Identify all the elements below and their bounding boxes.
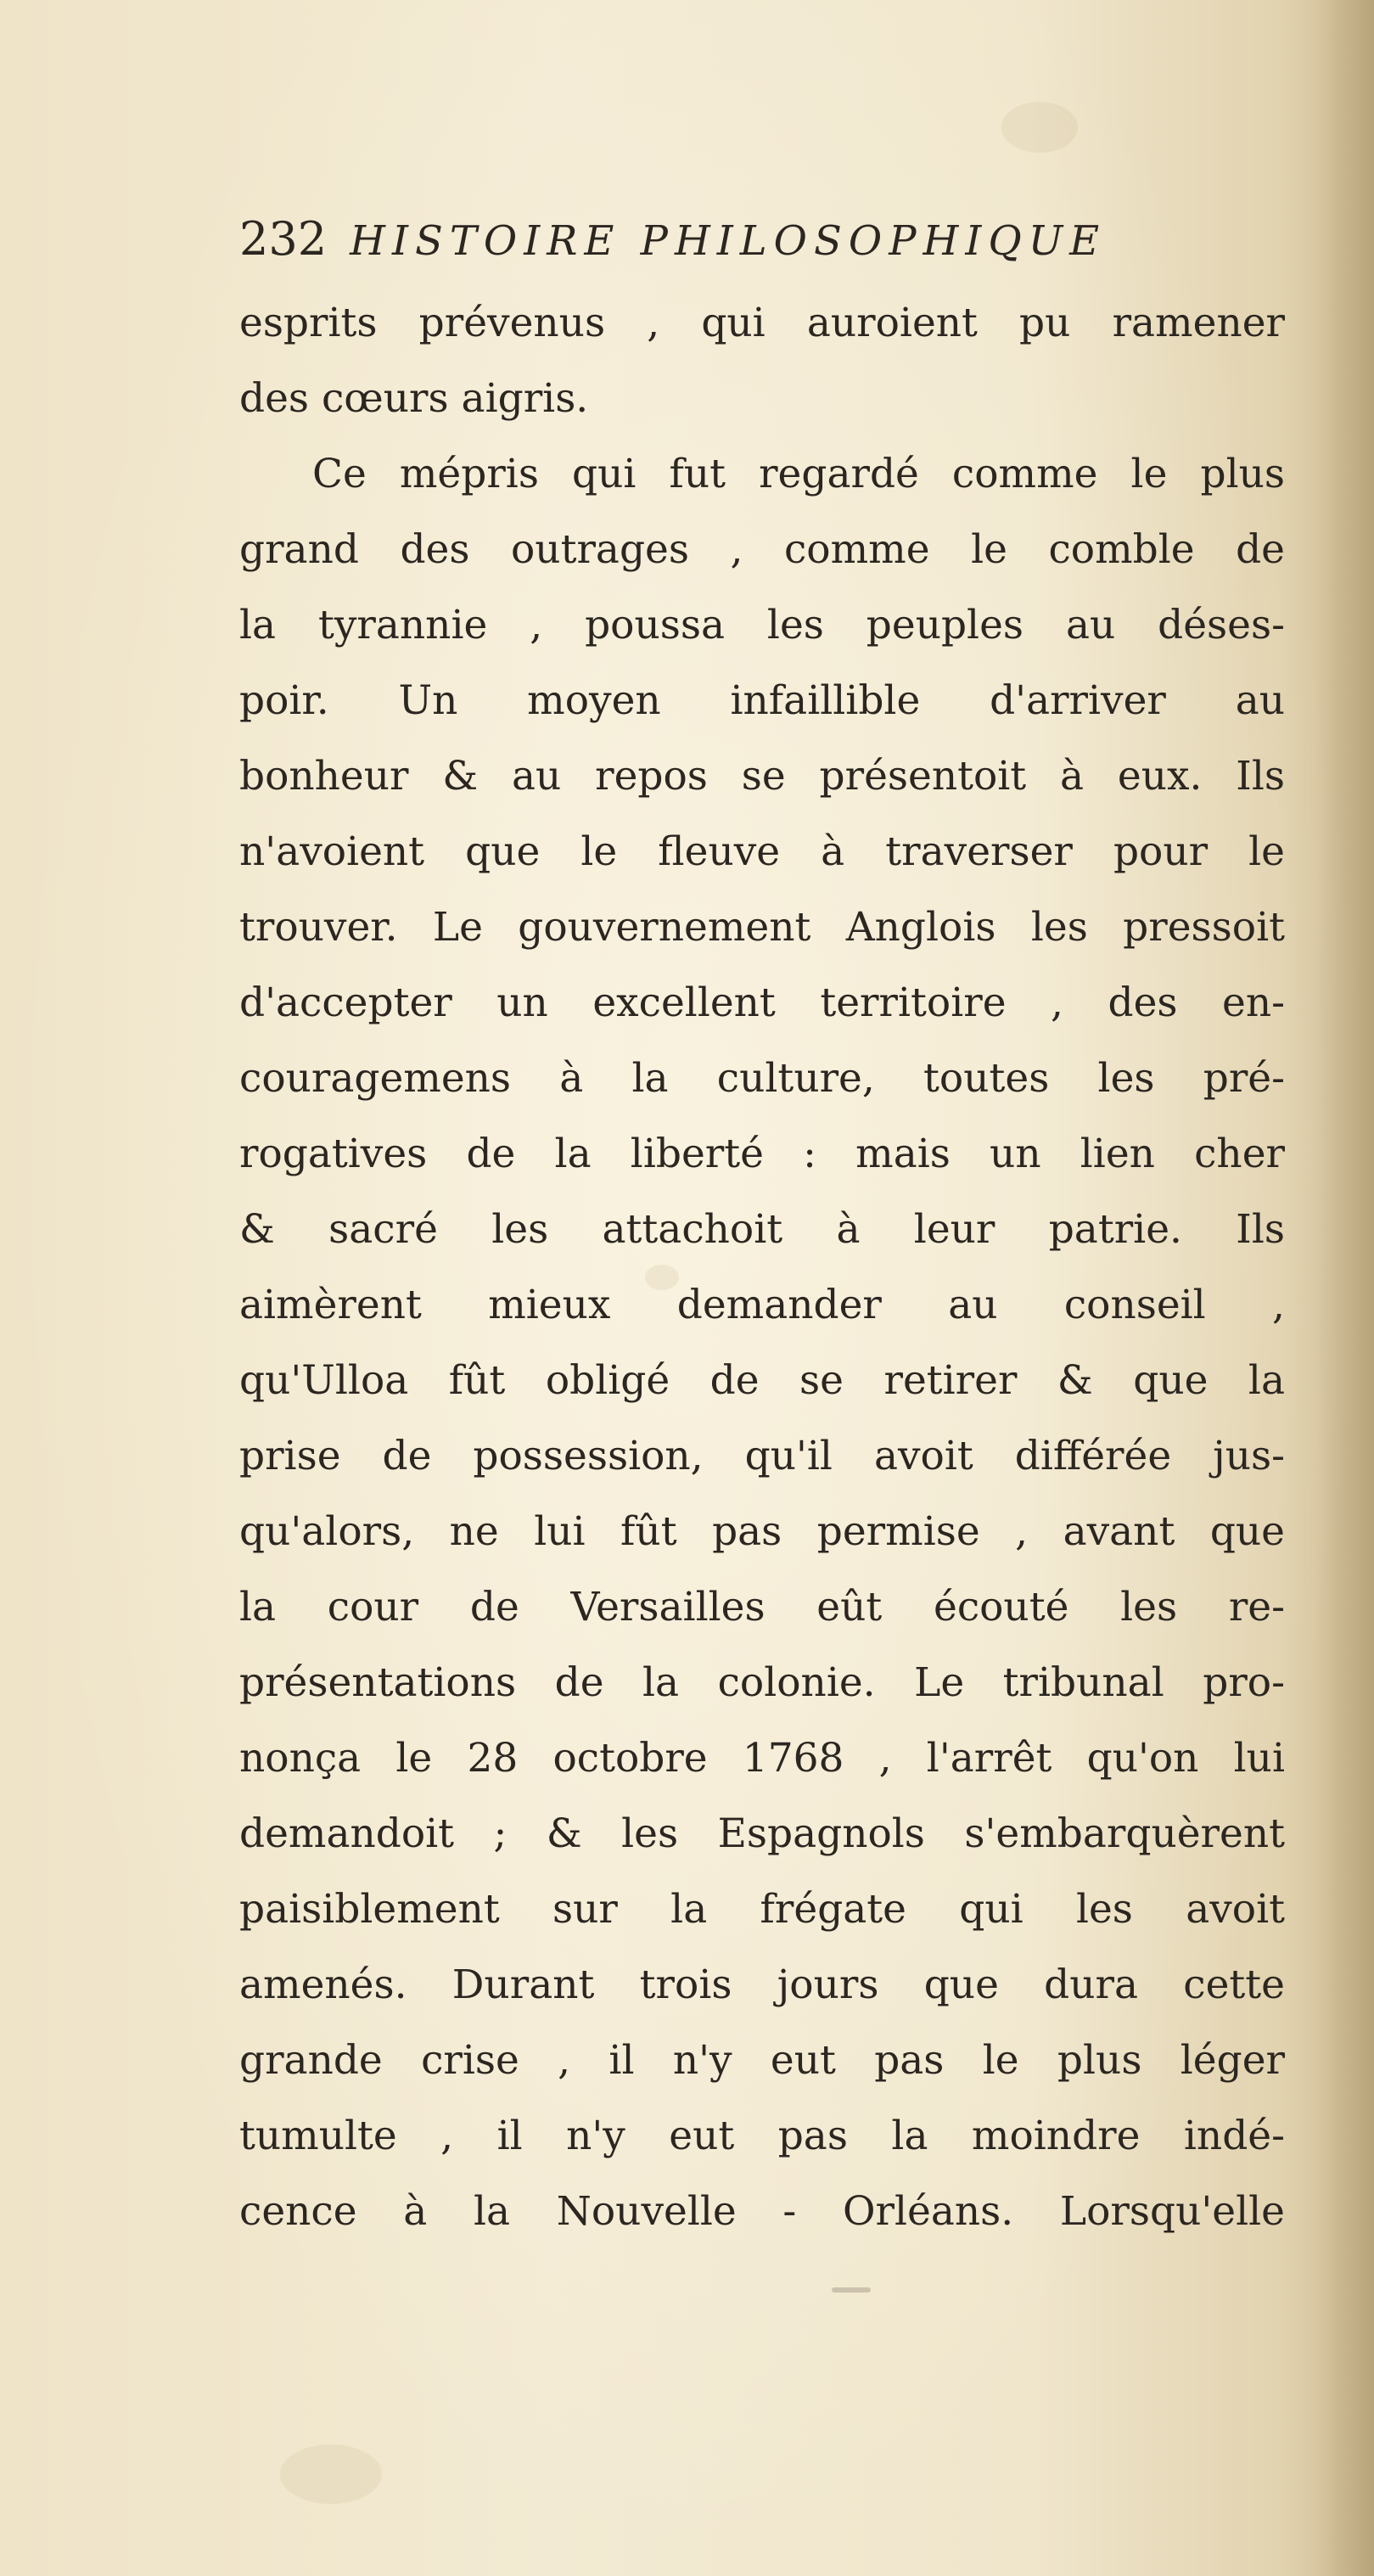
text-body — [239, 285, 1285, 2249]
text-line: couragemens à la culture, toutes les pré- — [239, 1055, 1285, 1102]
running-title: HISTOIRE PHILOSOPHIQUE — [350, 217, 1107, 265]
text-line: la tyrannie , poussa les peuples au déses- — [239, 602, 1285, 648]
text-line: poir. Un moyen infaillible d'arriver au — [239, 677, 1285, 724]
ink-smudge — [832, 2287, 871, 2293]
text-line: d'accepter un excellent territoire , des en- — [239, 979, 1285, 1026]
text-line: bonheur & au repos se présentoit à eux. Ils — [239, 753, 1285, 800]
text-line: Ce mépris qui fut regardé comme le plus — [312, 451, 1285, 497]
text-line: qu'alors, ne lui fût pas permise , avant que — [239, 1508, 1285, 1555]
text-line: présentations de la colonie. Le tribunal pro- — [239, 1659, 1285, 1706]
text-line: tumulte , il n'y eut pas la moindre indé- — [239, 2113, 1285, 2159]
text-line: demandoit ; & les Espagnols s'embarquèrent — [239, 1810, 1285, 1857]
text-line: & sacré les attachoit à leur patrie. Ils — [239, 1206, 1285, 1253]
text-line: paisiblement sur la frégate qui les avoit — [239, 1886, 1285, 1933]
text-line: grande crise , il n'y eut pas le plus léger — [239, 2037, 1285, 2084]
running-header — [239, 212, 1106, 266]
text-line: trouver. Le gouvernement Anglois les pressoit — [239, 904, 1285, 951]
text-line: prise de possession, qu'il avoit différée jus- — [239, 1433, 1285, 1479]
text-line: rogatives de la liberté : mais un lien cher — [239, 1131, 1285, 1177]
text-line: qu'Ulloa fût obligé de se retirer & que la — [239, 1357, 1285, 1404]
page-gutter-shadow — [1315, 0, 1374, 2576]
text-line: cence à la Nouvelle - Orléans. Lorsqu'elle — [239, 2188, 1285, 2235]
paper-stain — [1001, 102, 1078, 153]
text-line: grand des outrages , comme le comble de — [239, 526, 1285, 573]
text-line: amenés. Durant trois jours que dura cette — [239, 1961, 1285, 2008]
page-number: 232 — [239, 212, 328, 266]
text-line: nonça le 28 octobre 1768 , l'arrêt qu'on lui — [239, 1735, 1285, 1782]
text-line: n'avoient que le fleuve à traverser pour le — [239, 828, 1285, 875]
text-line: la cour de Versailles eût écouté les re- — [239, 1584, 1285, 1630]
text-line: esprits prévenus , qui auroient pu ramener — [239, 300, 1285, 346]
paper-stain — [280, 2444, 382, 2504]
text-line: aimèrent mieux demander au conseil , — [239, 1282, 1285, 1328]
text-line: des cœurs aigris. — [239, 375, 589, 422]
